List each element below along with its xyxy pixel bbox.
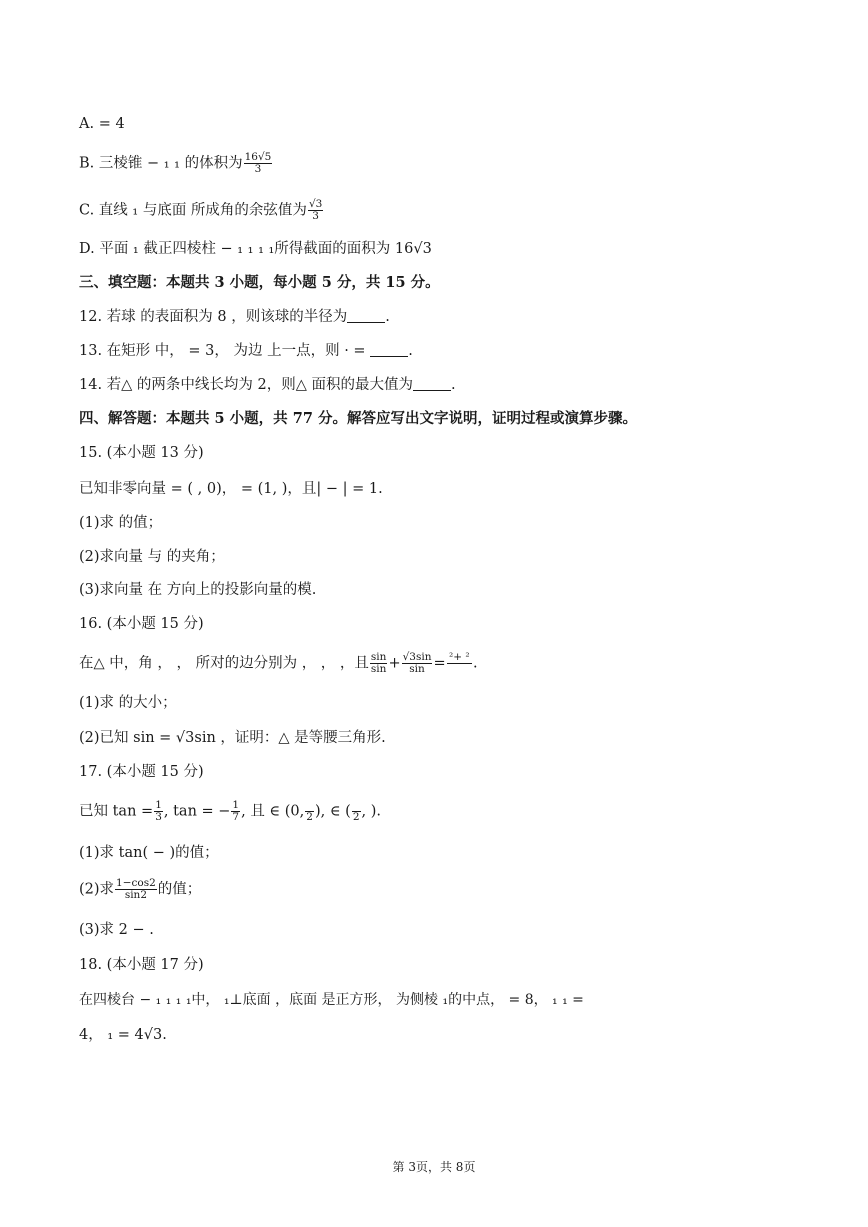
question-16-stem	[79, 652, 798, 675]
fraction-denominator: 7	[232, 811, 240, 823]
question-18-title: 18. (本小题 17 分)	[79, 957, 204, 973]
fraction	[352, 800, 361, 823]
fraction-numerator: 16√5	[244, 151, 272, 163]
page-footer: 第 3页，共 8页	[392, 1160, 476, 1174]
q17-part2-text-b: 的值；	[157, 881, 202, 898]
fraction-numerator: 1	[232, 799, 240, 811]
fraction	[370, 652, 388, 675]
option-a: A. = 4	[79, 116, 125, 132]
question-12: 12. 若球 的表面积为 8 ，则该球的半径为 .	[79, 309, 390, 325]
fraction-denominator: 2	[306, 811, 313, 823]
fraction-numerator: √3	[308, 198, 323, 210]
fraction	[115, 878, 157, 901]
q17-text-a: 已知 tan =	[79, 803, 154, 820]
fraction-denominator: sin2	[124, 889, 148, 901]
q17-part2-text-a: (2)求	[79, 881, 115, 898]
fraction-denominator: sin	[409, 663, 425, 675]
fraction-denominator: 3	[312, 210, 319, 222]
question-12-text: 12. 若球 的表面积为 8 ，则该球的半径为	[79, 309, 348, 325]
question-14-text: 14. 若△ 的两条中线长均为 2，则△ 面积的最大值为	[79, 377, 414, 393]
fraction-numerator: 1−cos2	[116, 877, 156, 889]
answer-blank	[347, 308, 385, 323]
answer-blank	[413, 376, 451, 391]
q17-text-d: ), ∈ (	[314, 803, 351, 820]
fraction-denominator: sin	[370, 663, 387, 675]
question-18-stem-line-1: 在四棱台 − ₁ ₁ ₁ ₁中， ₁⊥底面 ，底面 是正方形， 为侧棱 ₁的中点， = 8， ₁ ₁ =	[79, 992, 584, 1008]
fraction-denominator: 2	[352, 811, 360, 823]
question-16-part-1: (1)求 的大小；	[79, 695, 177, 711]
question-15-part-3: (3)求向量 在 方向上的投影向量的模.	[79, 582, 317, 598]
fraction-denominator: 3	[155, 811, 162, 823]
fraction-denominator: 3	[254, 163, 262, 175]
fraction-numerator: √3sin	[402, 651, 432, 663]
question-13-text: 13. 在矩形 中， = 3， 为边 上一点，则 · =	[79, 343, 366, 359]
question-15-title: 15. (本小题 13 分)	[79, 445, 204, 461]
fraction-denominator	[447, 664, 472, 675]
option-c-fraction	[308, 199, 323, 222]
question-16-text: 在△ 中，角 ， ， 所对的边分别为 ， ， ，且	[79, 655, 369, 672]
fraction	[447, 652, 472, 675]
fraction-numerator: ²+ ²	[447, 652, 472, 664]
fraction-numerator: sin	[370, 651, 387, 663]
option-b-fraction	[244, 152, 273, 175]
option-b	[79, 152, 798, 175]
question-18-stem-line-2: 4， ₁ = 4√3.	[79, 1027, 167, 1043]
option-b-text: B. 三棱锥 − ₁ ₁ 的体积为	[79, 155, 243, 172]
q17-text-b: , tan = −	[163, 803, 231, 820]
section-3-heading: 三、填空题：本题共 3 小题，每小题 5 分，共 15 分。	[79, 274, 440, 291]
q17-text-c: , 且 ∈ (0,	[241, 803, 305, 820]
question-17-part-1: (1)求 tan( − )的值；	[79, 845, 219, 861]
fraction-numerator: 1	[155, 799, 162, 811]
question-13: 13. 在矩形 中， = 3， 为边 上一点，则 · = .	[79, 343, 413, 359]
option-d: D. 平面 ₁ 截正四棱柱 − ₁ ₁ ₁ ₁所得截面的面积为 16√3	[79, 241, 432, 257]
question-14: 14. 若△ 的两条中线长均为 2，则△ 面积的最大值为 .	[79, 377, 456, 393]
answer-blank	[370, 342, 408, 357]
fraction	[402, 652, 433, 675]
question-15-stem: 已知非零向量 = ( , 0)， = (1, )，且| − | = 1.	[79, 481, 383, 497]
period: .	[473, 655, 478, 672]
question-17-stem	[79, 800, 798, 823]
question-16-title: 16. (本小题 15 分)	[79, 616, 204, 632]
equals-sign: =	[433, 655, 446, 672]
section-4-heading: 四、解答题：本题共 5 小题，共 77 分。解答应写出文字说明，证明过程或演算步骤。	[79, 410, 637, 427]
question-17-title: 17. (本小题 15 分)	[79, 764, 204, 780]
q17-text-e: , ).	[361, 803, 382, 820]
plus-sign: +	[388, 655, 401, 672]
option-c	[79, 199, 798, 222]
fraction	[305, 800, 314, 823]
question-15-part-2: (2)求向量 与 的夹角；	[79, 549, 225, 565]
question-17-part-2	[79, 878, 798, 901]
question-17-part-3: (3)求 2 − .	[79, 922, 154, 938]
question-16-part-2: (2)已知 sin = √3sin ，证明：△ 是等腰三角形.	[79, 730, 386, 746]
option-c-text: C. 直线 ₁ 与底面 所成角的余弦值为	[79, 202, 307, 219]
question-15-part-1: (1)求 的值；	[79, 515, 163, 531]
fraction	[231, 800, 240, 823]
fraction	[154, 800, 163, 823]
